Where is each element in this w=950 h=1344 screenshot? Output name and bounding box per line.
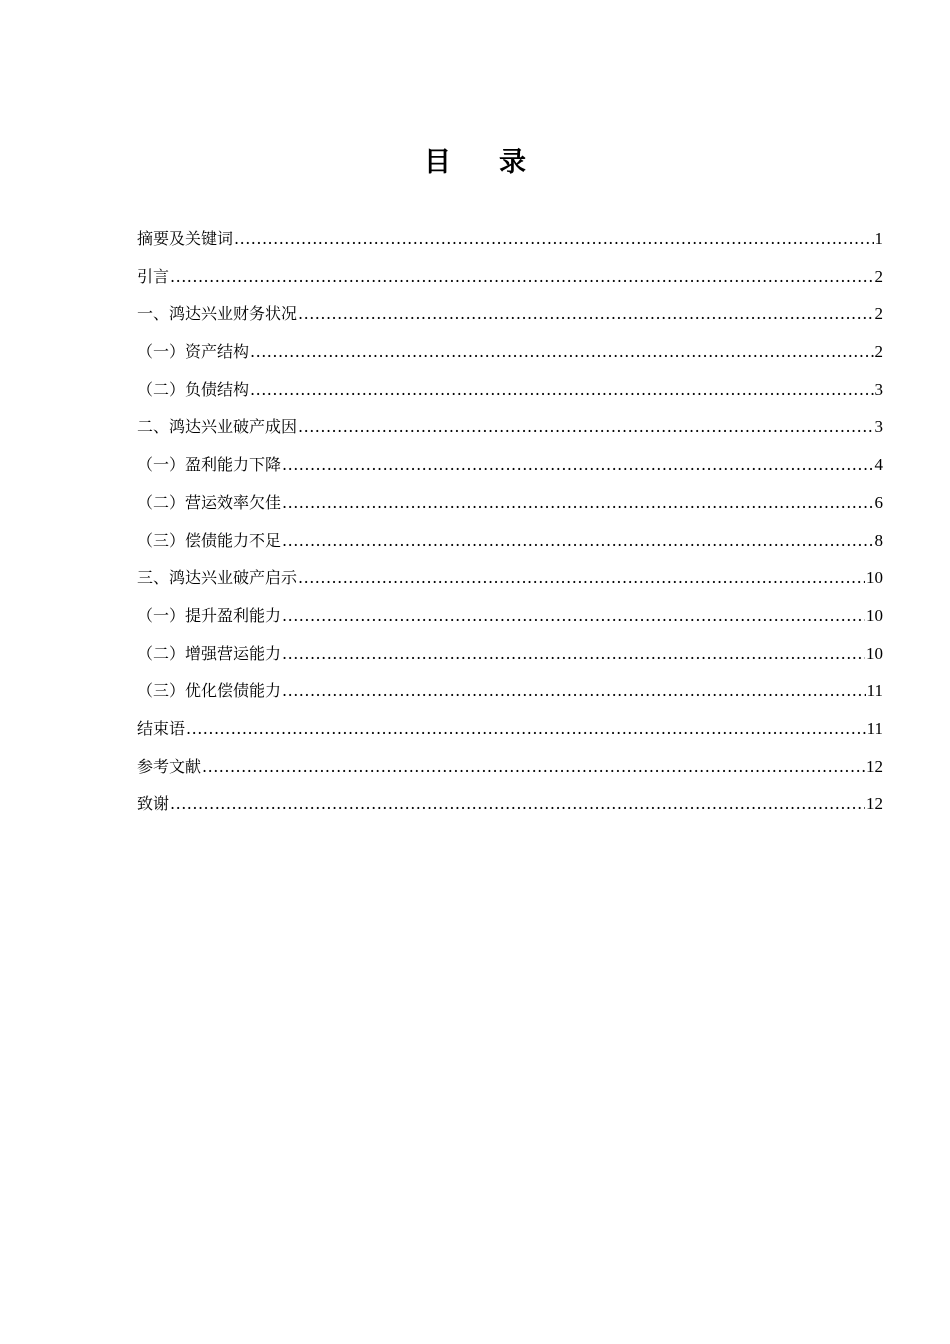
toc-dot-leader: [186, 712, 866, 746]
toc-entry-label: 引言: [137, 266, 170, 286]
toc-entry-section-1-2[interactable]: [137, 373, 883, 411]
toc-entry-section-3-1[interactable]: [137, 599, 883, 637]
toc-entry-page: 10: [866, 643, 883, 663]
toc-dot-leader: [282, 674, 866, 708]
toc-dot-leader: [170, 787, 865, 821]
toc-dot-leader: [282, 637, 865, 671]
toc-entry-introduction[interactable]: [137, 260, 883, 298]
toc-entry-label: 参考文献: [137, 756, 202, 776]
toc-entry-label: （二）增强营运能力: [137, 643, 282, 663]
toc-dot-leader: [282, 524, 873, 558]
toc-entry-page: 2: [874, 304, 883, 324]
toc-entry-label: （一）资产结构: [137, 342, 250, 362]
toc-entry-page: 12: [866, 794, 883, 814]
toc-entry-label: （一）盈利能力下降: [137, 455, 282, 475]
toc-dot-leader: [170, 260, 873, 294]
toc-entry-page: 4: [874, 455, 883, 475]
toc-entry-label: 致谢: [137, 794, 170, 814]
toc-entry-section-1-1[interactable]: [137, 335, 883, 373]
toc-entry-label: （三）优化偿债能力: [137, 681, 282, 701]
toc-entry-label: （三）偿债能力不足: [137, 530, 282, 550]
toc-dot-leader: [282, 448, 873, 482]
toc-entry-conclusion[interactable]: [137, 712, 883, 750]
toc-entry-label: 三、鸿达兴业破产启示: [137, 568, 298, 588]
toc-entry-references[interactable]: [137, 750, 883, 788]
toc-dot-leader: [202, 750, 865, 784]
toc-dot-leader: [298, 297, 873, 331]
toc-entry-label: （二）营运效率欠佳: [137, 492, 282, 512]
toc-entry-acknowledgements[interactable]: [137, 787, 883, 825]
toc-entry-page: 10: [866, 605, 883, 625]
toc-entry-page: 6: [874, 492, 883, 512]
toc-dot-leader: [282, 486, 873, 520]
toc-entry-section-2[interactable]: [137, 410, 883, 448]
toc-entry-section-3-2[interactable]: [137, 637, 883, 675]
toc-dot-leader: [250, 373, 873, 407]
toc-entry-page: 10: [866, 568, 883, 588]
toc-dot-leader: [298, 410, 873, 444]
toc-entry-label: （二）负债结构: [137, 379, 250, 399]
toc-dot-leader: [234, 222, 873, 256]
toc-entry-label: （一）提升盈利能力: [137, 605, 282, 625]
toc-entry-section-2-1[interactable]: [137, 448, 883, 486]
toc-entry-page: 11: [866, 718, 883, 738]
toc-title: 目录: [424, 147, 574, 178]
toc-entry-label: 摘要及关键词: [137, 229, 234, 248]
toc-entry-page: 2: [874, 342, 883, 362]
toc-entry-abstract[interactable]: [137, 222, 883, 260]
toc-entry-page: 8: [874, 530, 883, 550]
toc-entry-section-3[interactable]: [137, 561, 883, 599]
toc-entry-page: 3: [874, 417, 883, 437]
toc-entry-page: 3: [874, 379, 883, 399]
toc-entry-label: 一、鸿达兴业财务状况: [137, 304, 298, 324]
toc-dot-leader: [298, 561, 865, 595]
toc-entry-page: 2: [874, 266, 883, 286]
toc-entry-section-1[interactable]: [137, 297, 883, 335]
toc-entry-page: 1: [874, 229, 883, 248]
toc-list: [137, 222, 883, 825]
toc-entry-section-2-3[interactable]: [137, 524, 883, 562]
toc-dot-leader: [250, 335, 873, 369]
toc-entry-page: 12: [866, 756, 883, 776]
toc-entry-section-2-2[interactable]: [137, 486, 883, 524]
toc-dot-leader: [282, 599, 865, 633]
toc-entry-label: 结束语: [137, 718, 186, 738]
toc-entry-section-3-3[interactable]: [137, 674, 883, 712]
toc-entry-page: 11: [866, 681, 883, 701]
toc-entry-label: 二、鸿达兴业破产成因: [137, 417, 298, 437]
